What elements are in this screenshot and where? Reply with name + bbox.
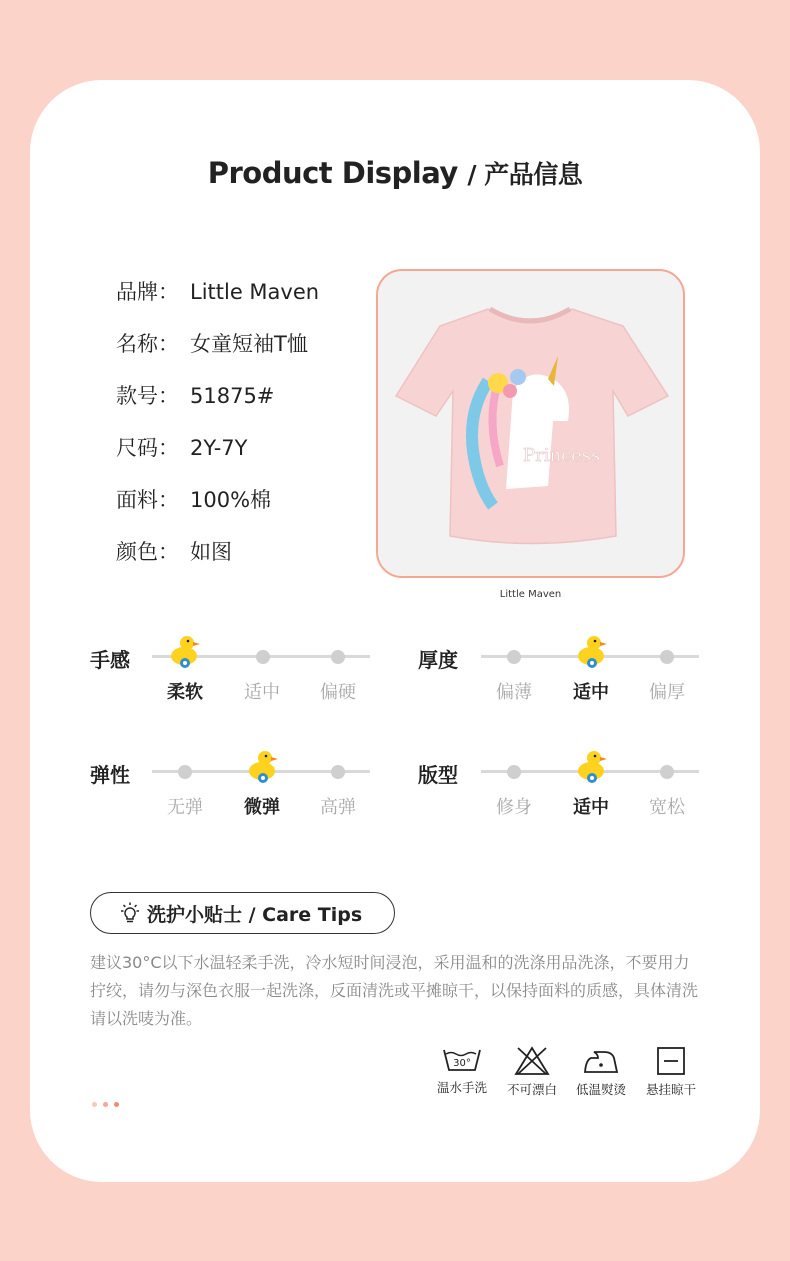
scale-option: 适中 [573, 797, 609, 818]
page-title: Product Display / 产品信息 [207, 156, 583, 190]
hang-dry-icon: 悬挂晾干 [636, 1046, 706, 1098]
scale-dot [331, 650, 345, 664]
scale-dot [507, 650, 521, 664]
scale-option: 偏薄 [496, 682, 532, 703]
scale-dot [256, 650, 270, 664]
scale-label-fit: 版型 [418, 763, 458, 787]
scale-option: 偏硬 [320, 682, 356, 703]
scale-option: 适中 [573, 682, 609, 703]
scale-option: 微弹 [244, 797, 280, 818]
scale-dot [660, 650, 674, 664]
spec-size: 尺码： 2Y-7Y [116, 436, 248, 460]
scale-option: 柔软 [167, 682, 203, 703]
scale-option: 宽松 [649, 797, 685, 818]
svg-text:30°: 30° [453, 1058, 471, 1069]
scale-dot [507, 765, 521, 779]
spec-color: 颜色： 如图 [116, 540, 232, 564]
spec-name: 名称： 女童短袖T恤 [116, 332, 308, 356]
hand-wash-30-icon: 30° 温水手洗 [427, 1046, 497, 1096]
spec-style-no: 款号： 51875# [116, 384, 275, 408]
product-image [376, 269, 685, 578]
print-text: Princess [523, 445, 601, 466]
scale-option: 适中 [244, 682, 280, 703]
scale-option: 修身 [496, 797, 532, 818]
scale-dot [331, 765, 345, 779]
scale-dot [178, 765, 192, 779]
scale-label-thickness: 厚度 [418, 648, 458, 672]
scale-dot [660, 765, 674, 779]
duck-marker-icon [576, 634, 610, 670]
spec-fabric: 面料： 100%棉 [116, 488, 272, 512]
care-tips-title: 洗护小贴士 / Care Tips [147, 903, 363, 926]
spec-brand: 品牌： Little Maven [116, 280, 320, 304]
low-iron-icon: 低温熨烫 [566, 1046, 636, 1098]
image-caption: Little Maven [499, 589, 562, 600]
scale-option: 无弹 [167, 797, 203, 818]
care-description: 建议30°C以下水温轻柔手洗，冷水短时间浸泡，采用温和的洗涤用品洗涤，不要用力拧绞，请勿与深色衣服一起洗涤，反面清洗或平摊晾干，以保持面料的质感，具体清洗请以洗唛为准。 [90, 953, 699, 1028]
care-tips-header [90, 892, 395, 934]
lightbulb-icon [119, 902, 141, 924]
duck-marker-icon [169, 634, 203, 670]
scale-label-feel: 手感 [90, 648, 130, 672]
no-bleach-icon: 不可漂白 [497, 1046, 567, 1098]
scale-label-elasticity: 弹性 [90, 763, 130, 787]
scale-option: 高弹 [320, 797, 356, 818]
page-indicator [92, 1092, 125, 1111]
scale-option: 偏厚 [649, 682, 685, 703]
duck-marker-icon [247, 749, 281, 785]
duck-marker-icon [576, 749, 610, 785]
